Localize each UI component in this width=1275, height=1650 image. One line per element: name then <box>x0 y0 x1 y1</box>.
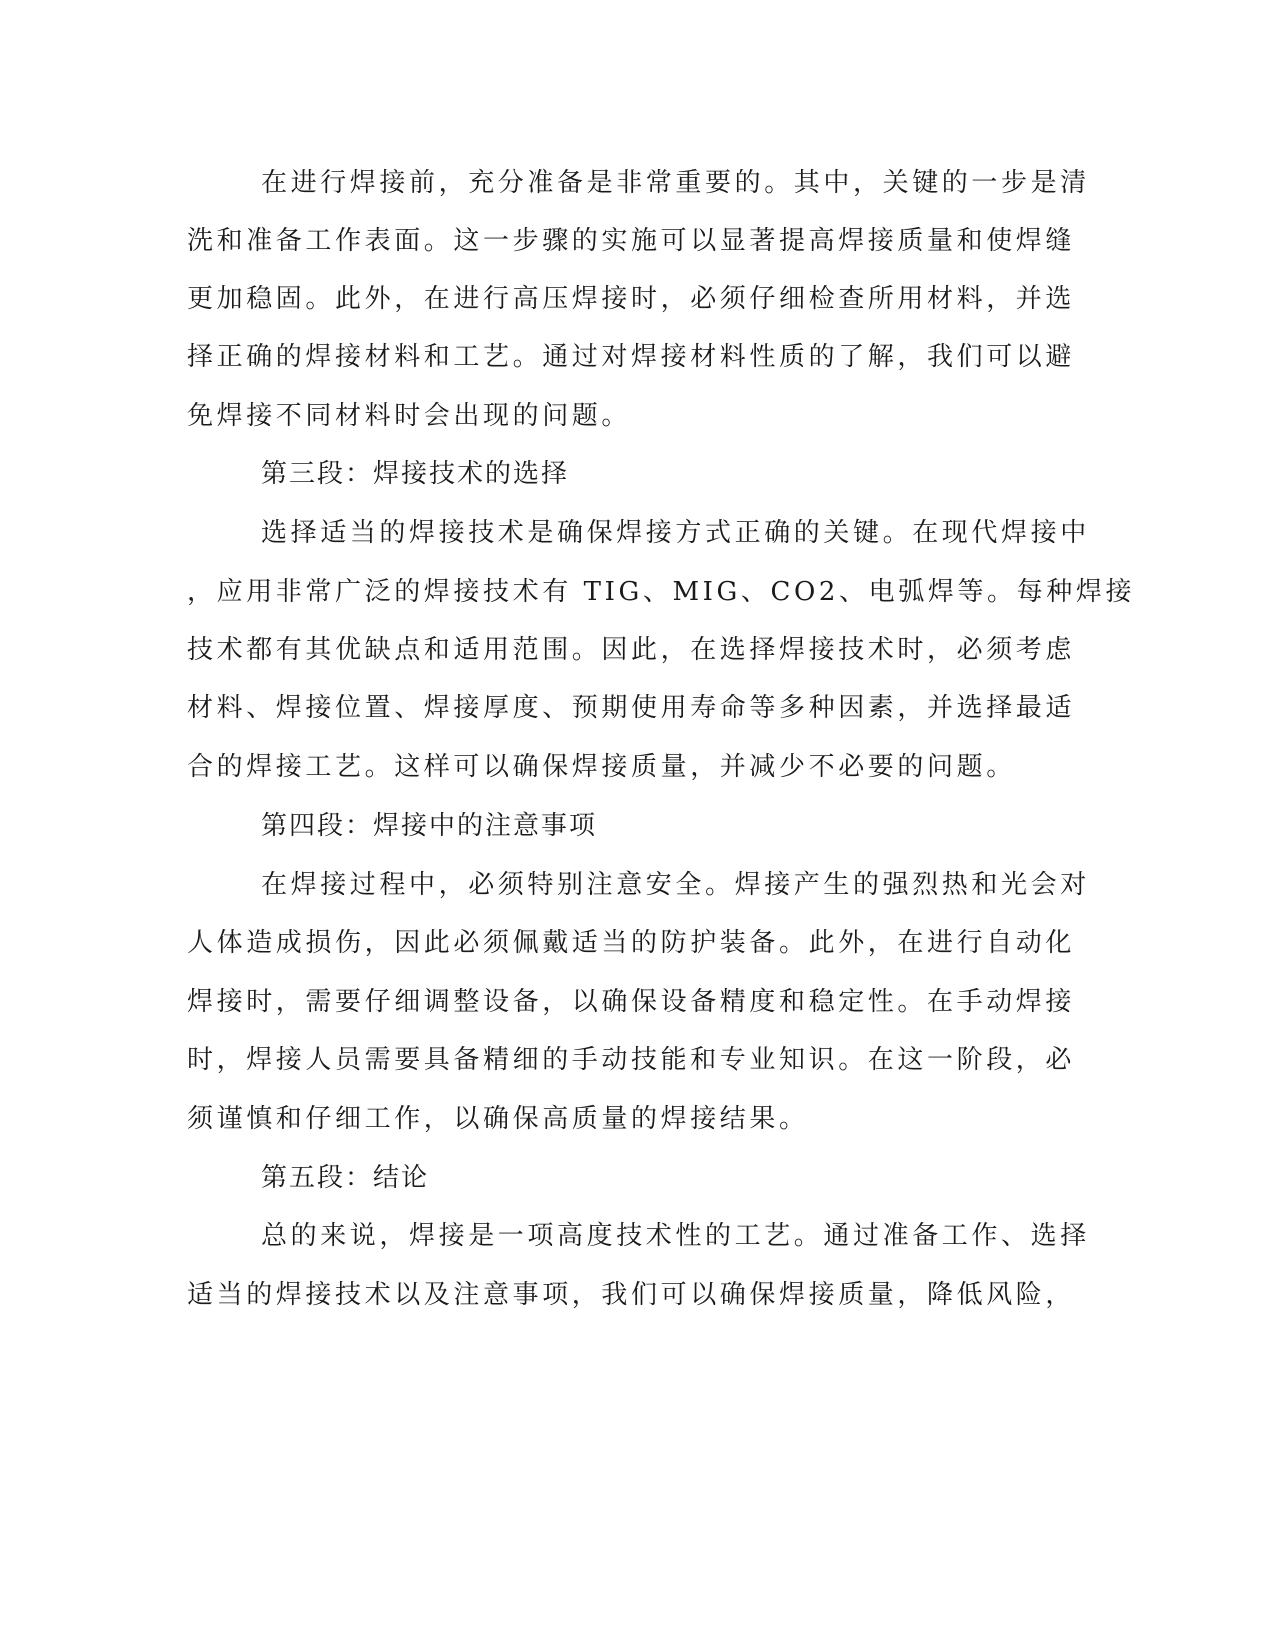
paragraph-conclusion-line-1: 总的来说，焊接是一项高度技术性的工艺。通过准备工作、选择 <box>261 1221 1090 1251</box>
paragraph-precautions-line-2: 人体造成损伤，因此必须佩戴适当的防护装备。此外，在进行自动化 <box>187 928 1076 958</box>
paragraph-precautions-line-5: 须谨慎和仔细工作，以确保高质量的焊接结果。 <box>187 1104 809 1134</box>
paragraph-technique-line-1: 选择适当的焊接技术是确保焊接方式正确的关键。在现代焊接中 <box>261 518 1090 548</box>
section-5-heading: 第五段：结论 <box>261 1163 430 1193</box>
paragraph-preparation-line-3: 更加稳固。此外，在进行高压焊接时，必须仔细检查所用材料，并选 <box>187 284 1076 314</box>
paragraph-conclusion-line-2: 适当的焊接技术以及注意事项，我们可以确保焊接质量，降低风险， <box>187 1280 1076 1310</box>
paragraph-technique-line-4: 材料、焊接位置、焊接厚度、预期使用寿命等多种因素，并选择最适 <box>187 693 1076 723</box>
paragraph-precautions-line-4: 时，焊接人员需要具备精细的手动技能和专业知识。在这一阶段，必 <box>187 1045 1076 1075</box>
paragraph-precautions-line-3: 焊接时，需要仔细调整设备，以确保设备精度和稳定性。在手动焊接 <box>187 987 1076 1017</box>
paragraph-technique-line-2: ，应用非常广泛的焊接技术有 TIG、MIG、CO2、电弧焊等。每种焊接 <box>187 577 1136 607</box>
paragraph-preparation-line-2: 洗和准备工作表面。这一步骤的实施可以显著提高焊接质量和使焊缝 <box>187 226 1076 256</box>
paragraph-preparation-line-1: 在进行焊接前，充分准备是非常重要的。其中，关键的一步是清 <box>261 168 1090 198</box>
paragraph-preparation-line-5: 免焊接不同材料时会出现的问题。 <box>187 401 632 431</box>
section-3-heading: 第三段：焊接技术的选择 <box>261 459 570 489</box>
paragraph-preparation-line-4: 择正确的焊接材料和工艺。通过对焊接材料性质的了解，我们可以避 <box>187 342 1076 372</box>
section-4-heading: 第四段：焊接中的注意事项 <box>261 811 598 841</box>
paragraph-technique-line-3: 技术都有其优缺点和适用范围。因此，在选择焊接技术时，必须考虑 <box>187 635 1076 665</box>
paragraph-precautions-line-1: 在焊接过程中，必须特别注意安全。焊接产生的强烈热和光会对 <box>261 870 1090 900</box>
paragraph-technique-line-5: 合的焊接工艺。这样可以确保焊接质量，并减少不必要的问题。 <box>187 752 1016 782</box>
